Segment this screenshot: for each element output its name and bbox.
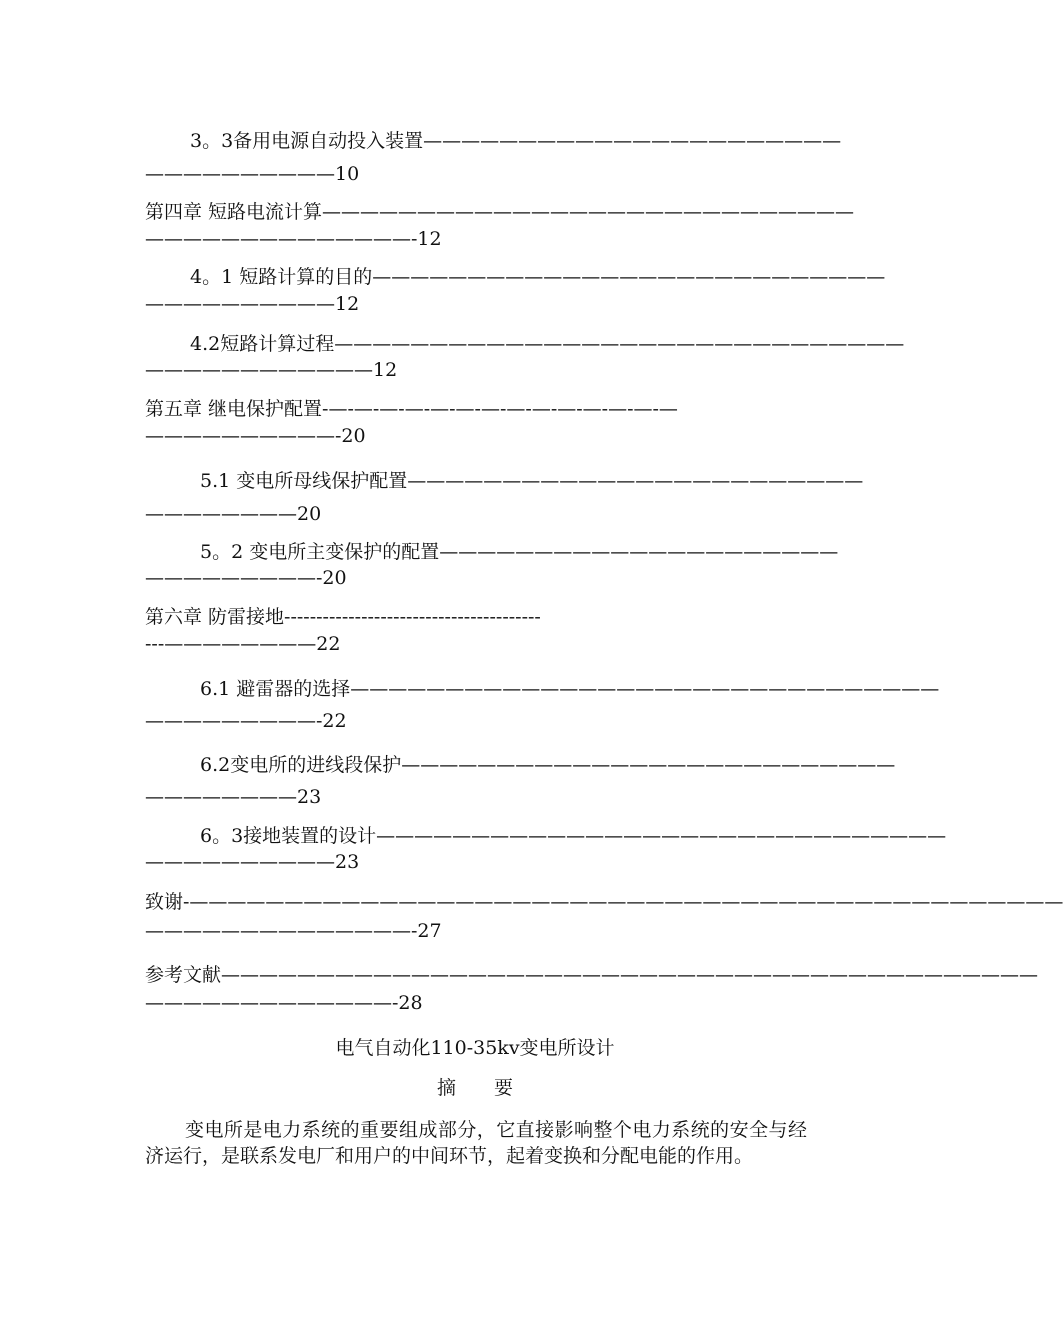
toc-entry-page: ——————————23 [145, 851, 360, 873]
toc-entry-page: —————————-20 [145, 567, 347, 589]
toc-entry-text: 3。3备用电源自动投入装置—————————————————————— [190, 130, 842, 152]
toc-entry-text: 6.1 避雷器的选择——————————————————————————————— [200, 678, 940, 700]
toc-entry-page: ————————23 [145, 786, 322, 808]
toc-entry-text: 6。3接地装置的设计—————————————————————————————— [200, 825, 947, 847]
toc-entry-page: ——————————-20 [145, 425, 366, 447]
abstract-heading: 摘 要 [436, 1077, 513, 1099]
toc-entry-page: ——————————————-12 [145, 228, 442, 250]
toc-entry-text: 4。1 短路计算的目的——————————————————————————— [190, 266, 886, 288]
toc-entry-page: ——————————12 [145, 293, 360, 315]
toc-entry-text: 6.2变电所的进线段保护—————————————————————————— [200, 754, 896, 776]
toc-entry-page: ---————————22 [145, 633, 341, 655]
abstract-paragraph: 变电所是电力系统的重要组成部分，它直接影响整个电力系统的安全与经济运行，是联系发电厂和用户的中间环节，起着变换和分配电能的作用。 [145, 1119, 807, 1167]
toc-entry-text: 第五章 继电保护配置-—-—-—-—-—-—-—-—-—-—-—-—-—-— [145, 398, 678, 420]
toc-entry-text: 致谢-—————————————————————————————————————————————— [145, 891, 1063, 913]
document-title: 电气自动化110-35kv变电所设计 [335, 1037, 615, 1059]
toc-entry-text: 参考文献——————————————————————————————————————————— [145, 964, 1039, 986]
toc-entry-page: —————————————-28 [145, 992, 423, 1014]
toc-entry-text: 第六章 防雷接地---------------------------------------- [145, 606, 541, 628]
toc-entry-page: ————————————12 [145, 359, 398, 381]
toc-entry-page: ————————20 [145, 503, 322, 525]
toc-entry-text: 5.1 变电所母线保护配置———————————————————————— [200, 470, 864, 492]
toc-entry-text: 5。2 变电所主变保护的配置————————————————————— [200, 541, 839, 563]
toc-entry-page: ——————————————-27 [145, 920, 442, 942]
toc-entry-text: 4.2短路计算过程—————————————————————————————— [190, 333, 905, 355]
toc-entry-page: —————————-22 [145, 710, 347, 732]
toc-entry-text: 第四章 短路电流计算———————————————————————————— [145, 201, 855, 223]
toc-entry-page: ——————————10 [145, 163, 360, 185]
